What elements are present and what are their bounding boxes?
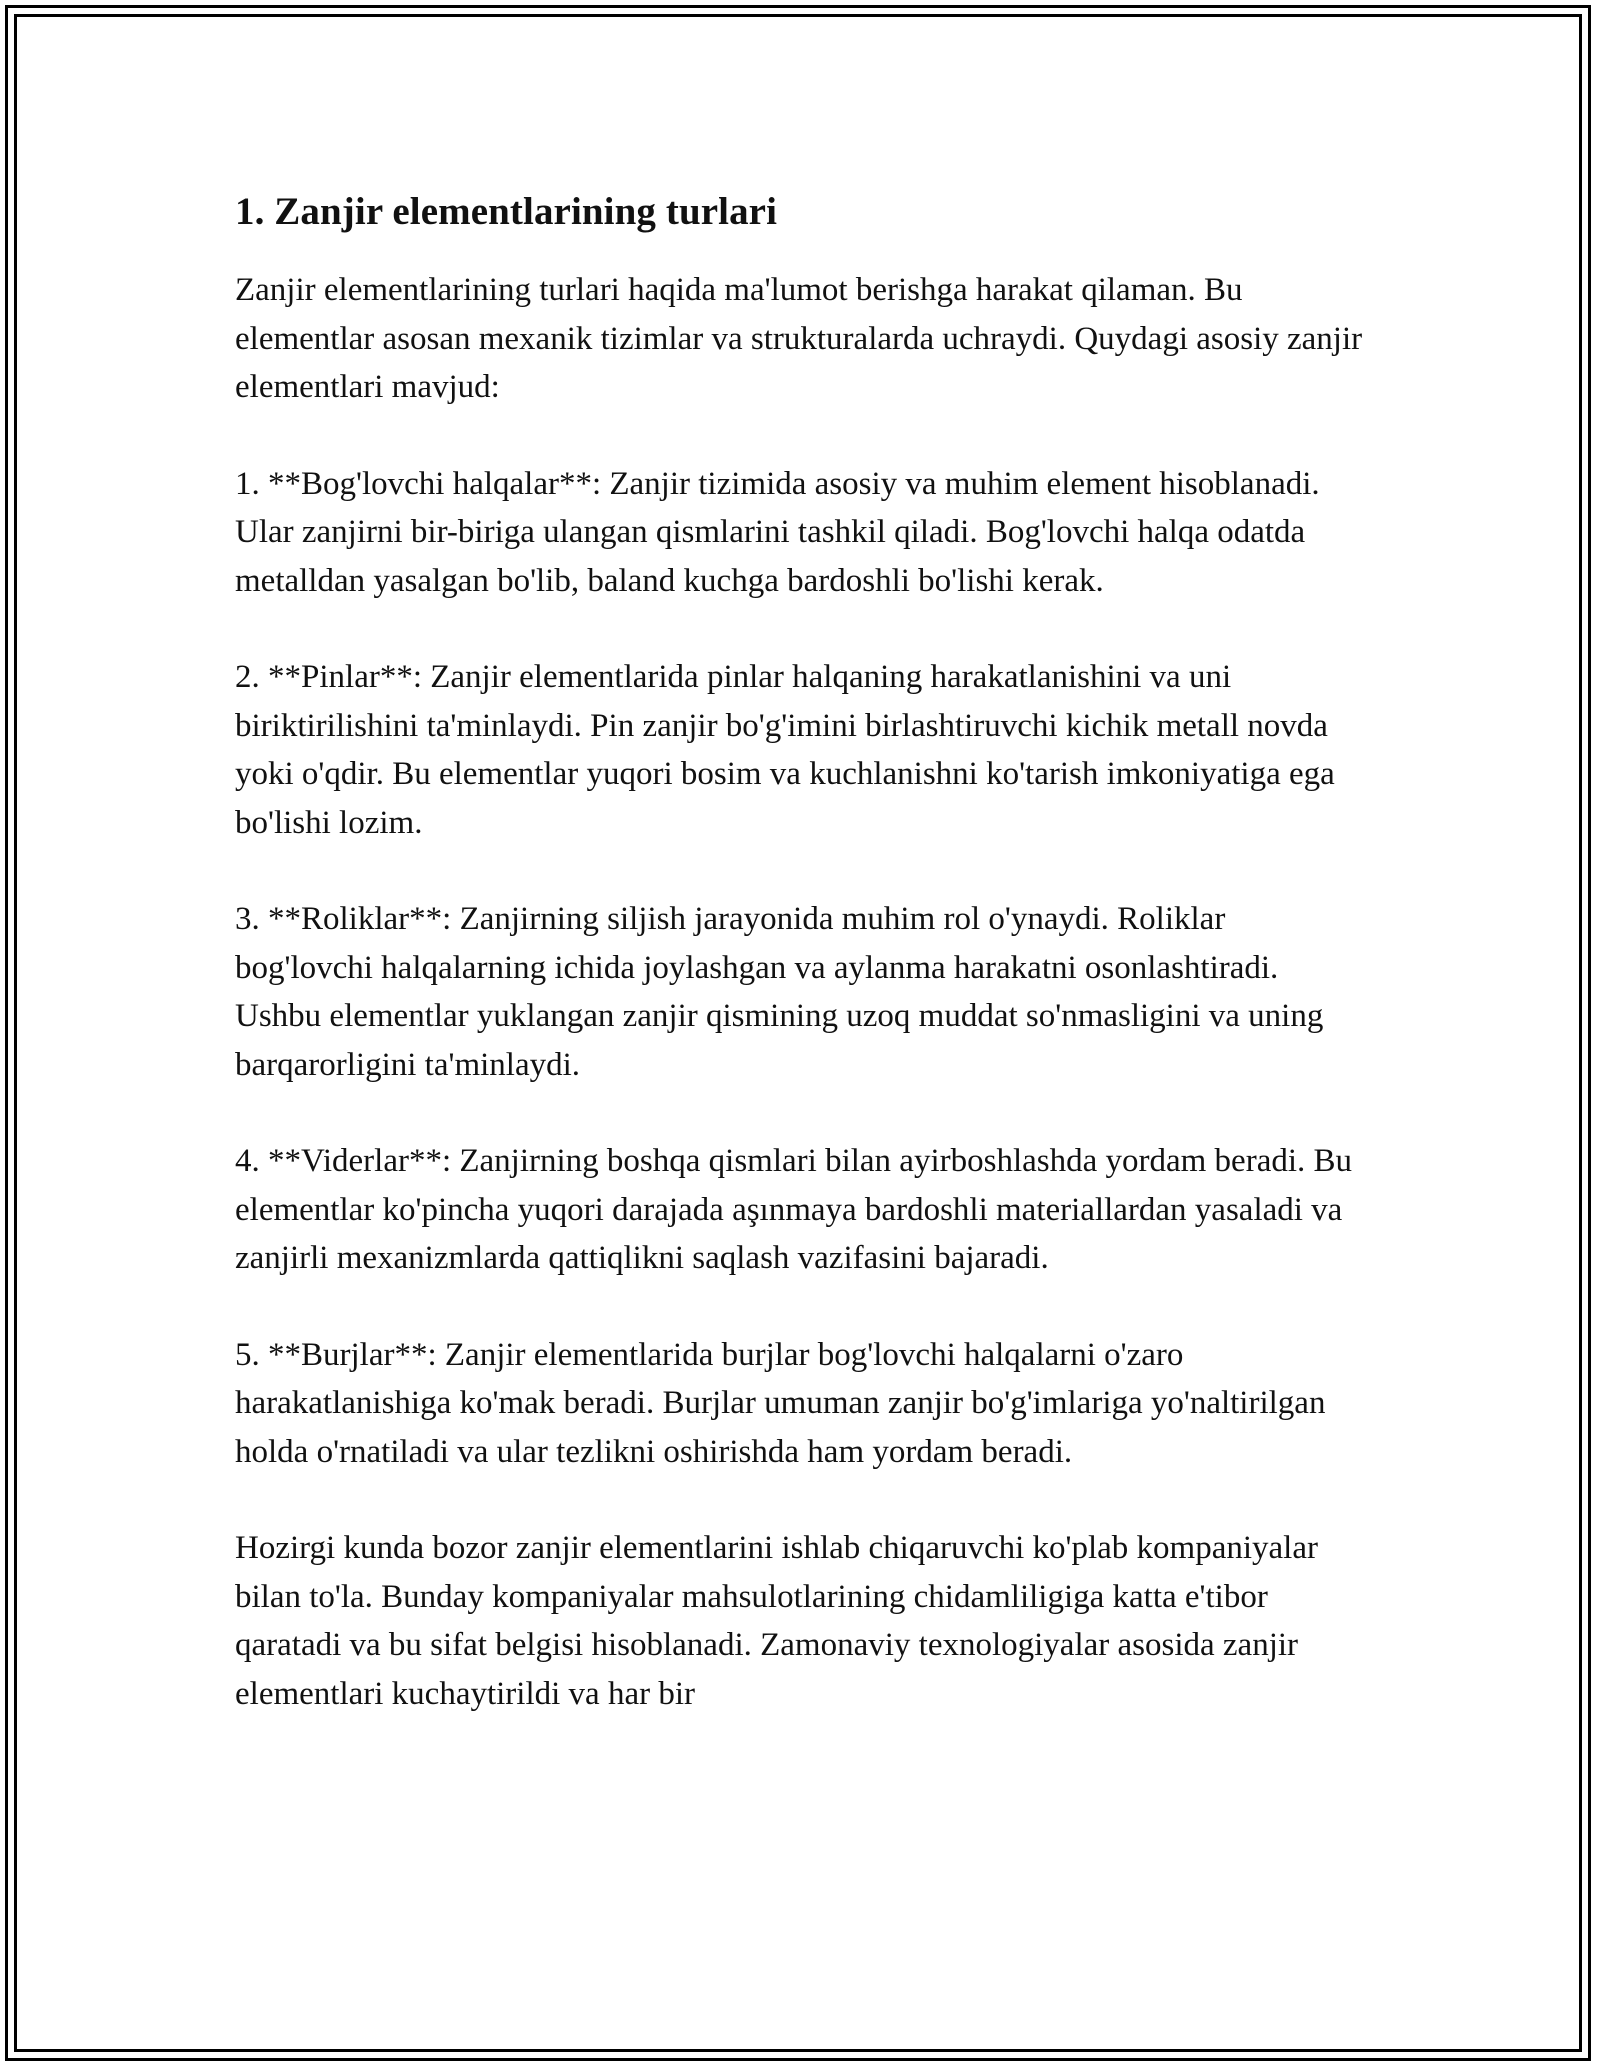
list-item-burjlar: 5. **Burjlar**: Zanjir elementlarida burjlar bog'lovchi halqalarni o'zaro harakatlanishiga ko'mak beradi. Burjlar umuman zanjir bo'g'imlariga yo'naltirilgan holda o'rnatiladi va ular tezlikni oshirishda ham yordam beradi. — [235, 1336, 1326, 1470]
list-item-viderlar: 4. **Viderlar**: Zanjirning boshqa qismlari bilan ayirboshlashda yordam beradi. Bu elementlar ko'pincha yuqori darajada aşınmaya bardoshli materiallardan yasaladi va zanjirli mexanizmlarda qattiqlikni saqlash vazifasini bajaradi. — [235, 1143, 1353, 1276]
closing-paragraph: Hozirgi kunda bozor zanjir elementlarini ishlab chiqaruvchi ko'plab kompaniyalar bilan to'la. Bunday kompaniyalar mahsulotlarining chidamliligiga katta e'tibor qaratadi va bu sifat belgisi hisoblanadi. Zamonaviy texnologiyalar asosida zanjir elementlari kuchaytirildi va har bir — [235, 1530, 1318, 1712]
intro-paragraph: Zanjir elementlarining turlari haqida ma'lumot berishga harakat qilaman. Bu elementlar asosan mexanik tizimlar va strukturalarda uchraydi. Quydagi asosiy zanjir elementlari mavjud: — [235, 272, 1363, 405]
list-item-pinlar: 2. **Pinlar**: Zanjir elementlarida pinlar halqaning harakatlanishini va uni biriktirilishini ta'minlaydi. Pin zanjir bo'g'imini birlashtiruvchi kichik metall novda yoki o'qdir. Bu elementlar yuqori bosim va kuchlanishni ko'tarish imkoniyatiga ega bo'lishi lozim. — [235, 659, 1335, 841]
document-body — [235, 186, 1370, 1718]
list-item-bogovchi-halqalar: 1. **Bog'lovchi halqalar**: Zanjir tizimida asosiy va muhim element hisoblanadi. Ular zanjirni bir-biriga ulangan qismlarini tashkil qiladi. Bog'lovchi halqa odatda metalldan yasalgan bo'lib, baland kuchga bardoshli bo'lishi kerak. — [235, 465, 1320, 599]
list-item-roliklar: 3. **Roliklar**: Zanjirning siljish jarayonida muhim rol o'ynaydi. Roliklar bog'lovchi halqalarning ichida joylashgan va aylanma harakatni osonlashtiradi. Ushbu elementlar yuklangan zanjir qismining uzoq muddat so'nmasligini va uning barqarorligini ta'minlaydi. — [235, 901, 1324, 1083]
section-heading: 1. Zanjir elementlarining turlari — [235, 190, 778, 233]
